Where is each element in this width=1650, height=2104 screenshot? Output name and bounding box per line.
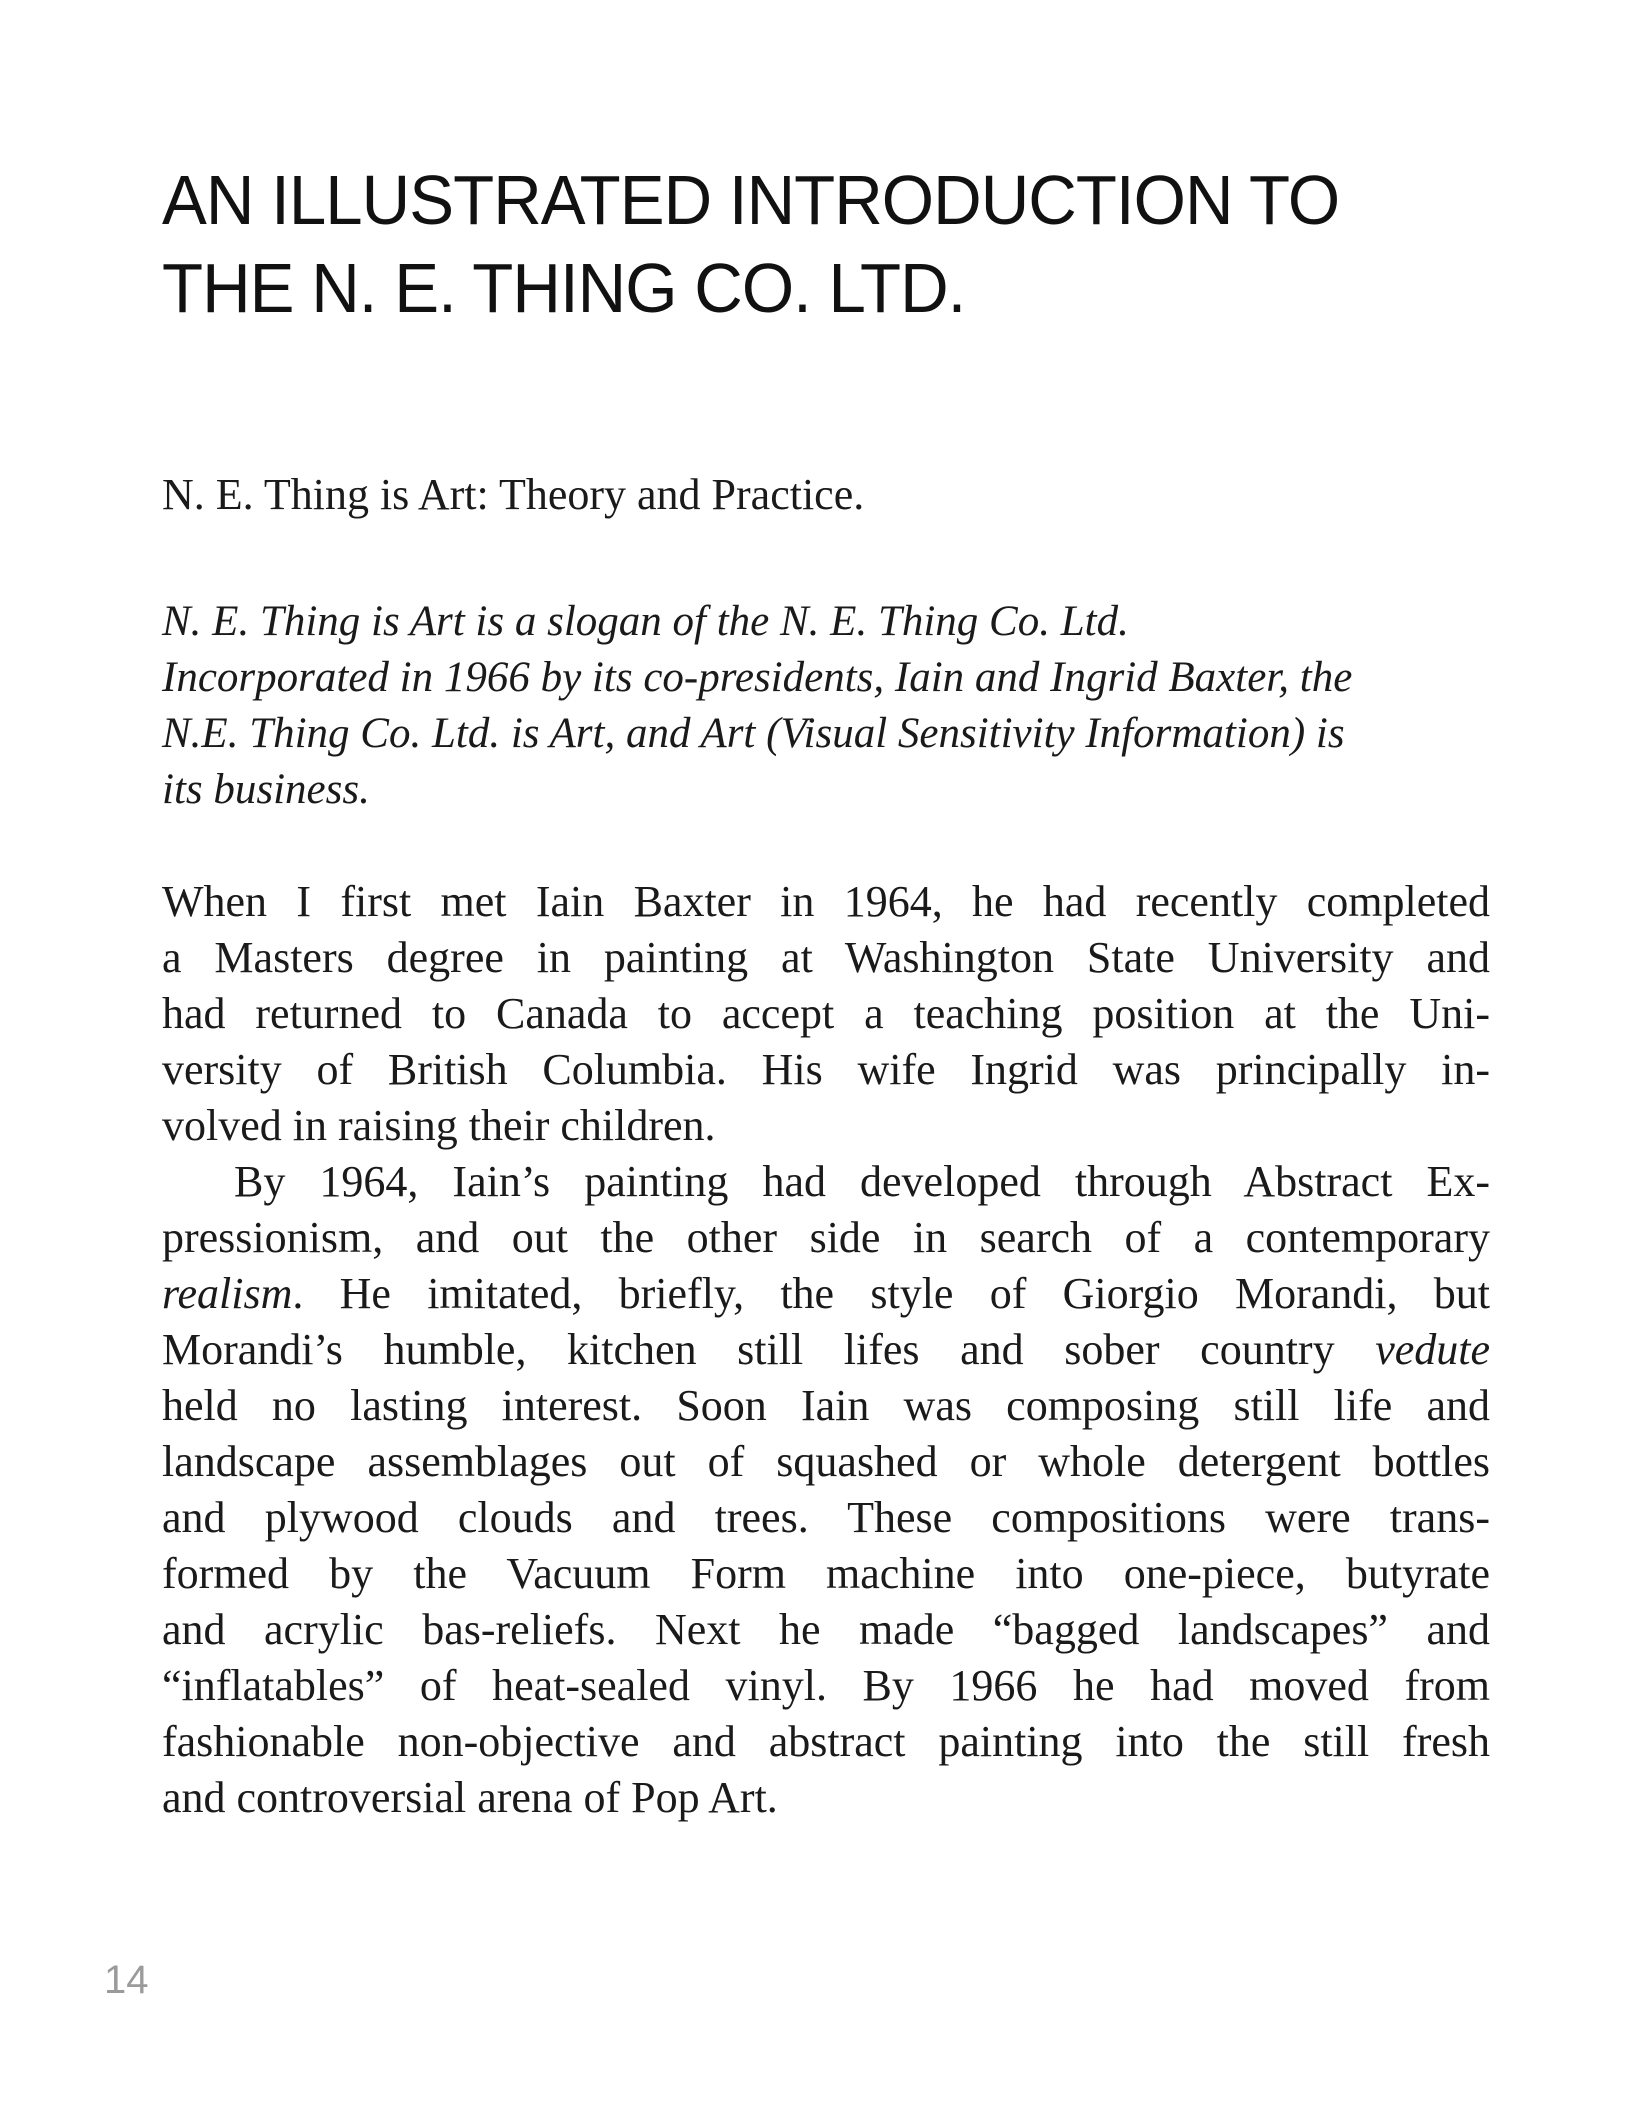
text-line: and plywood clouds and trees. These compositions were trans- xyxy=(162,1493,1490,1542)
epigraph-line: Incorporated in 1966 by its co-presidents, Iain and Ingrid Baxter, the xyxy=(162,654,1353,701)
epigraph-line: N. E. Thing is Art is a slogan of the N. E. Thing Co. Ltd. xyxy=(162,598,1129,645)
text-line: volved in raising their children. xyxy=(162,1101,716,1150)
epigraph-line: its business. xyxy=(162,766,370,813)
text-line: realism. He imitated, briefly, the style of Giorgio Morandi, but xyxy=(162,1269,1490,1318)
text-line: a Masters degree in painting at Washington State University and xyxy=(162,933,1490,982)
text-line: pressionism, and out the other side in search of a contemporary xyxy=(162,1213,1490,1262)
text-line: Morandi’s humble, kitchen still lifes and sober country vedute xyxy=(162,1325,1490,1374)
paragraph xyxy=(162,1154,1490,1826)
text-line: and controversial arena of Pop Art. xyxy=(162,1773,778,1822)
text-line: “inflatables” of heat-sealed vinyl. By 1966 he had moved from xyxy=(162,1661,1490,1710)
text-line: versity of British Columbia. His wife Ingrid was principally in- xyxy=(162,1045,1490,1094)
epigraph-line: N.E. Thing Co. Ltd. is Art, and Art (Visual Sensitivity Information) is xyxy=(162,710,1345,757)
text-line: had returned to Canada to accept a teaching position at the Uni- xyxy=(162,989,1490,1038)
subtitle: N. E. Thing is Art: Theory and Practice. xyxy=(162,470,865,519)
text-line: and acrylic bas-reliefs. Next he made “bagged landscapes” and xyxy=(162,1605,1490,1654)
page-title-line: AN ILLUSTRATED INTRODUCTION TO xyxy=(162,161,1340,239)
text-line: When I first met Iain Baxter in 1964, he had recently completed xyxy=(162,877,1490,926)
page-title-line: THE N. E. THING CO. LTD. xyxy=(162,249,966,327)
page-title xyxy=(162,156,1437,332)
text-line: landscape assemblages out of squashed or whole detergent bottles xyxy=(162,1437,1490,1486)
epigraph xyxy=(162,594,1490,818)
body-text xyxy=(162,874,1490,1826)
text-line: held no lasting interest. Soon Iain was composing still life and xyxy=(162,1381,1490,1430)
text-line: fashionable non-objective and abstract painting into the still fresh xyxy=(162,1717,1490,1766)
page-number: 14 xyxy=(104,1958,149,2002)
text-line: By 1964, Iain’s painting had developed through Abstract Ex- xyxy=(234,1157,1490,1206)
text-line: formed by the Vacuum Form machine into one-piece, butyrate xyxy=(162,1549,1490,1598)
paragraph xyxy=(162,874,1490,1154)
